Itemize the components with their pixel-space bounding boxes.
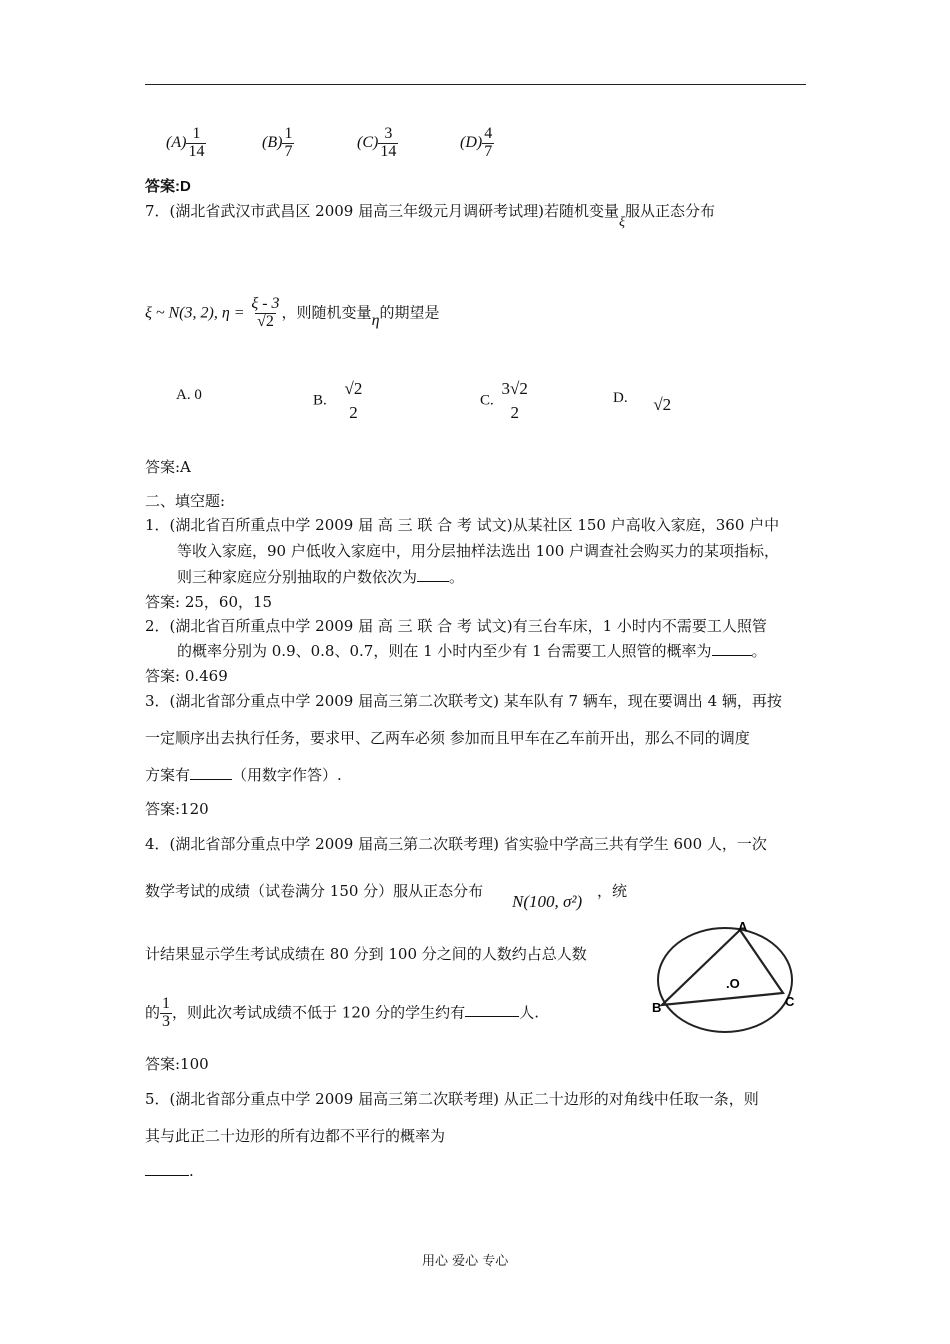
f1-line3: 则三种家庭应分别抽取的户数依次为 。 (177, 568, 465, 586)
f5-line1: 5．(湖北省部分重点中学 2009 届高三第二次联考理) 从正二十边形的对角线中任取一条，则 (145, 1090, 759, 1108)
q7-text: 7．(湖北省武汉市武昌区 2009 届高三年级元月调研考试理)若随机变量ξ服从正态分布 (145, 202, 715, 230)
f4-line1: 4．(湖北省部分重点中学 2009 届高三第二次联考理) 省实验中学高三共有学生 600 人，一次 (145, 835, 767, 853)
f3-line3: 方案有 （用数字作答）. (145, 766, 342, 784)
f3-blank (190, 767, 232, 780)
f1-line2: 等收入家庭，90 户低收入家庭中，用分层抽样法选出 100 户调查社会购买力的某项指标， (177, 542, 780, 560)
circle-triangle-figure (648, 915, 808, 1037)
f3-line2: 一定顺序出去执行任务，要求甲、乙两车必须 参加而且甲车在乙车前开出，那么不同的调度 (145, 729, 750, 747)
f4-blank (465, 1004, 519, 1017)
f5-line2: 其与此正二十边形的所有边都不平行的概率为 (145, 1127, 446, 1145)
label-a: A (738, 919, 748, 934)
q7-option-d: D. √2 (613, 390, 672, 414)
answer-top: 答案:D (145, 178, 191, 195)
f4-line2-end: ，统 (597, 882, 628, 900)
f4-line3: 计结果显示学生考试成绩在 80 分到 100 分之间的人数约占总人数 (145, 945, 587, 963)
f2-line1: 2．(湖北省百所重点中学 2009 届 高 三 联 合 考 试文)有三台车床，1 小时内不需要工人照管 (145, 617, 767, 635)
q7-formula: ξ ~ N(3, 2), η = $\frac{\xi - 3}{√2}$ ，则随机变量η的期望是 (145, 295, 440, 330)
f1-answer: 答案: 25，60，15 (145, 593, 273, 611)
option-d: (D) $\frac{4}{7}$ (460, 125, 493, 160)
q7-option-a: A. 0 (176, 387, 202, 403)
label-c: C (785, 994, 795, 1009)
f2-blank (712, 643, 752, 656)
option-a: (A) $\frac{1}{14}$ (166, 125, 205, 160)
f5-blank (145, 1163, 189, 1176)
f4-answer: 答案:100 (145, 1055, 209, 1073)
f3-answer: 答案:120 (145, 800, 209, 818)
q7-answer: 答案:A (145, 458, 191, 476)
option-b: (B) $\frac{1}{7}$ (262, 125, 293, 160)
f1-blank (417, 569, 449, 582)
f4-normal-dist: N(100, σ²) (512, 892, 583, 911)
label-b: B (652, 1000, 662, 1015)
section-title: 二、填空题: (145, 492, 226, 510)
label-o: .O (726, 976, 740, 991)
option-c: (C) $\frac{3}{14}$ (357, 125, 397, 160)
q7-option-c: C. 3√2 2 (480, 379, 528, 422)
footer-text: 用心 爱心 专心 (422, 1254, 509, 1269)
f3-line1: 3．(湖北省部分重点中学 2009 届高三第二次联考文) 某车队有 7 辆车，现在要调出 4 辆，再按 (145, 692, 782, 710)
f2-answer: 答案: 0.469 (145, 667, 228, 685)
f4-line2: 数学考试的成绩（试卷满分 150 分）服从正态分布 (145, 882, 484, 900)
q7-option-b: B. √2 2 (313, 379, 363, 422)
header-rule (145, 84, 806, 85)
f4-line4: 的 $\frac{1}{3}$ ，则此次考试成绩不低于 120 分的学生约有 人. (145, 995, 539, 1030)
f2-line2: 的概率分别为 0.9、0.8、0.7，则在 1 小时内至少有 1 台需要工人照管的概率为 。 (177, 642, 767, 660)
f5-line3: . (145, 1162, 194, 1180)
f1-line1: 1．(湖北省百所重点中学 2009 届 高 三 联 合 考 试文)从某社区 150 户高收入家庭，360 户中 (145, 516, 780, 534)
